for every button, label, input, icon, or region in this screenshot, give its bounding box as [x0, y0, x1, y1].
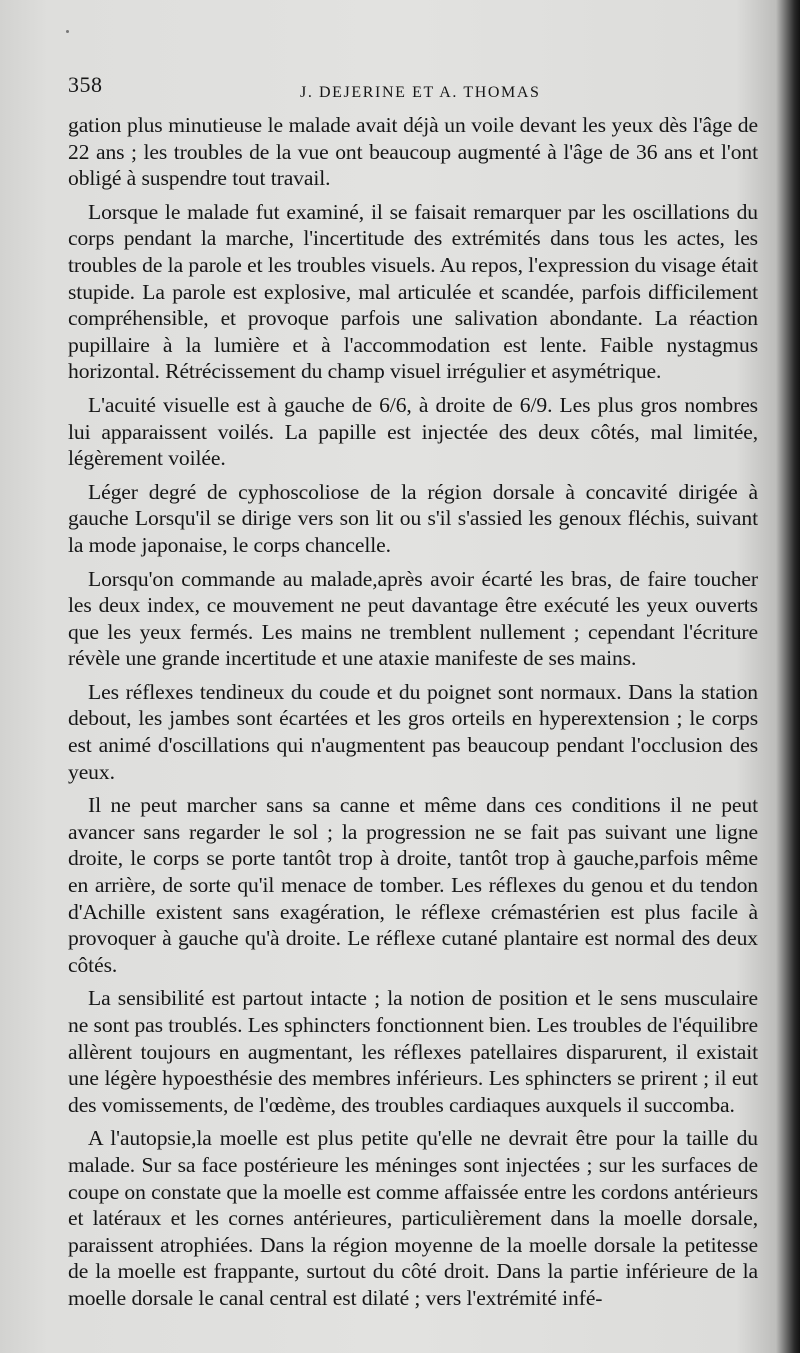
paragraph-autopsy: A l'autopsie,la moelle est plus petite qu'elle ne devrait être pour la taille du malade. Sur sa face postérieure les méninges sont injectées ; sur les surfaces de coupe on constate que la moelle est comme affaissée entre les cordons antérieurs et latéraux et les cornes antérieures, particulièrement dans la moelle dorsale, paraissent atrophiées. Dans la région moyenne de la moelle dorsale la petitesse de la moelle est frappante, surtout du côté droit. Dans la partie inférieure de la moelle dorsale le canal central est dilaté ; vers l'extrémité infé-	[68, 1126, 758, 1310]
running-title: J. DEJERINE ET A. THOMAS	[300, 84, 541, 101]
paragraph-continued: gation plus minutieuse le malade avait déjà un voile devant les yeux dès l'âge de 22 ans ; les troubles de la vue ont beaucoup augmenté à l'âge de 36 ans et l'ont obligé à suspendre tout travail.	[68, 113, 758, 191]
paragraph-index-test: Lorsqu'on commande au malade,après avoir écarté les bras, de faire toucher les deux index, ce mouvement ne peut davantage être exécuté les yeux ouverts que les yeux fermés. Les mains ne tremblent nullement ; cependant l'écriture révèle une grande incertitude et une ataxie manifeste de ses mains.	[68, 566, 758, 671]
page-number: 358	[68, 72, 103, 97]
print-speck	[66, 30, 69, 33]
paragraph-visual-acuity: L'acuité visuelle est à gauche de 6/6, à droite de 6/9. Les plus gros nombres lui apparaissent voilés. La papille est injectée des deux côtés, mal limitée, légèrement voilée.	[68, 392, 758, 471]
paragraph-examination: Lorsque le malade fut examiné, il se faisait remarquer par les oscillations du corps pendant la marche, l'incertitude des extrémités dans tous les actes, les troubles de la parole et les troubles visuels. Au repos, l'expression du visage était stupide. La parole est explosive, mal articulée et scandée, parfois difficilement compréhensible, et provoque parfois une salivation abondante. La réaction pupillaire à la lumière et à l'accommodation est lente. Faible nystagmus horizontal. Rétrécissement du champ visuel irrégulier et asymétrique.	[68, 199, 758, 384]
paragraph-gait: Il ne peut marcher sans sa canne et même dans ces conditions il ne peut avancer sans regarder le sol ; la progression ne se fait pas suivant une ligne droite, le corps se porte tantôt trop à droite, tantôt trop à gauche,parfois même en arrière, de sorte qu'il menace de tomber. Les réflexes du genou et du tendon d'Achille existent sans exagération, le réflexe crémastérien est plus facile à provoquer à gauche qu'à droite. Le réflexe cutané plantaire est normal des deux côtés.	[68, 793, 758, 977]
page-header	[68, 72, 758, 112]
paragraph-sensibility: La sensibilité est partout intacte ; la notion de position et le sens musculaire ne sont pas troublés. Les sphincters fonctionnent bien. Les troubles de l'équilibre allèrent toujours en augmentant, les réflexes patellaires disparurent, il existait une légère hypoesthésie des membres inférieurs. Les sphincters se prirent ; il eut des vomissements, de l'œdème, des troubles cardiaques auxquels il succomba.	[68, 986, 758, 1117]
paragraph-reflexes: Les réflexes tendineux du coude et du poignet sont normaux. Dans la station debout, les jambes sont écartées et les gros orteils en hyperextension ; le corps est animé d'oscillations qui n'augmentent pas beaucoup pendant l'occlusion des yeux.	[68, 679, 758, 784]
body-text	[68, 112, 758, 1319]
paragraph-kyphoscoliosis: Léger degré de cyphoscoliose de la région dorsale à concavité dirigée à gauche Lorsqu'il se dirige vers son lit ou s'il s'assied les genoux fléchis, suivant la mode japonaise, le corps chancelle.	[68, 479, 758, 557]
